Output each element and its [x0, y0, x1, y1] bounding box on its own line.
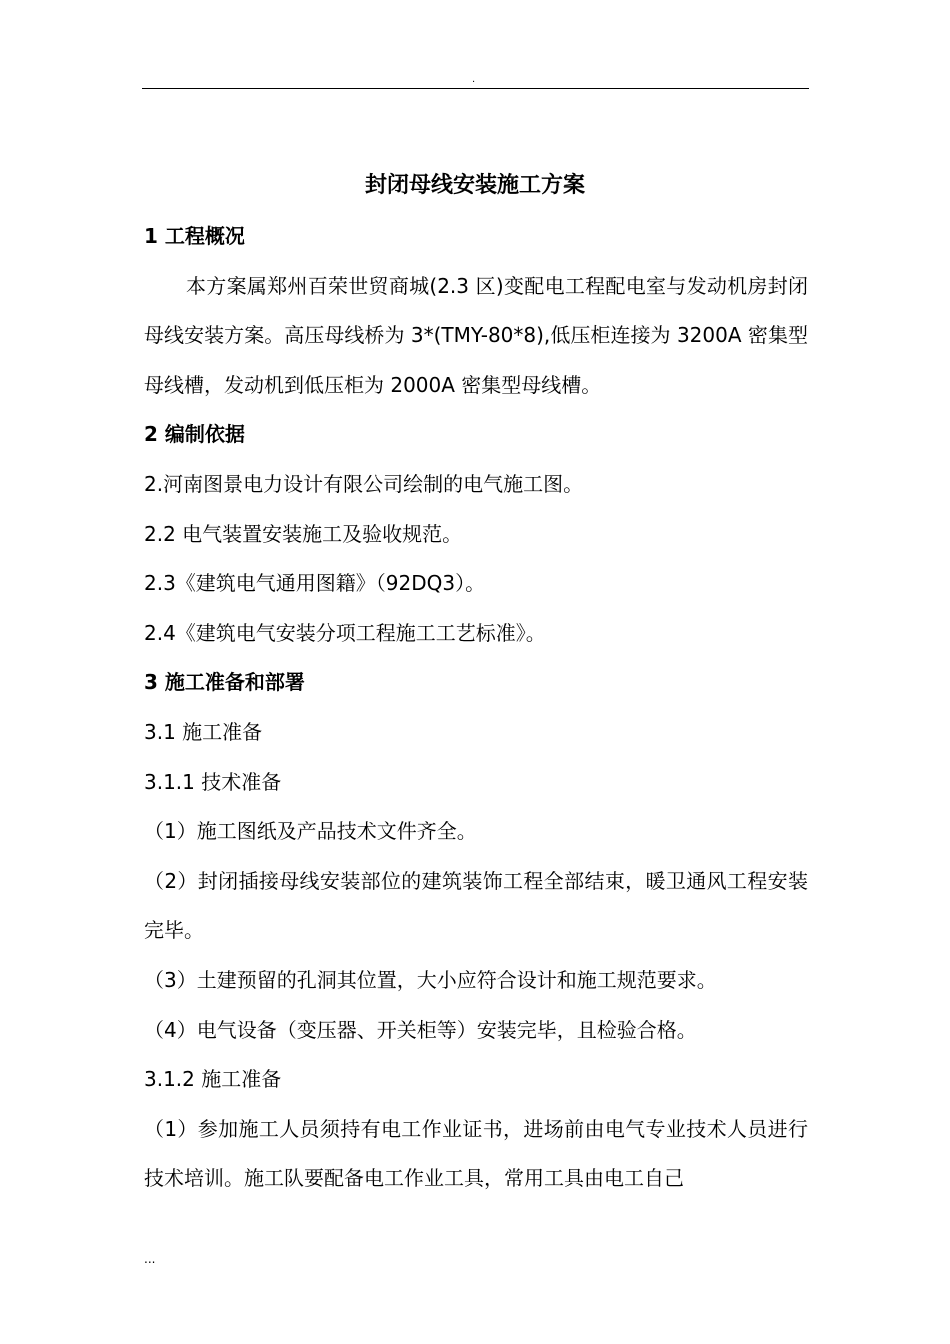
subsection-heading-3-1-2: 3.1.2 施工准备 [144, 1067, 282, 1092]
document-title: 封闭母线安装施工方案 [364, 173, 585, 198]
list-item-basis-3: 2.3《建筑电气通用图籍》（92DQ3）。 [144, 571, 486, 596]
list-item-prep-1: （1）参加施工人员须持有电工作业证书，进场前由电气专业技术人员进行技术培训。施工队要配备电工作业工具，常用工具由电工自己 [144, 1116, 808, 1191]
header-mark: . [472, 74, 476, 85]
subsection-heading-3-1: 3.1 施工准备 [144, 719, 263, 744]
section-heading-2: 2 编制依据 [144, 422, 245, 447]
list-item-basis-1: 2.河南图景电力设计有限公司绘制的电气施工图。 [144, 471, 584, 496]
list-item-tech-1: （1）施工图纸及产品技术文件齐全。 [144, 819, 477, 844]
list-item-basis-4: 2.4《建筑电气安装分项工程施工工艺标准》。 [144, 620, 546, 645]
subsection-heading-3-1-1: 3.1.1 技术准备 [144, 769, 282, 794]
header-rule [142, 88, 809, 89]
paragraph-project-overview: 本方案属郑州百荣世贸商城(2.3 区)变配电工程配电室与发动机房封闭母线安装方案。高压母线桥为 3*(TMY-80*8),低压柜连接为 3200A 密集型母线槽，发动机到低压柜为 2000A 密集型母线槽。 [144, 273, 808, 397]
section-heading-1: 1 工程概况 [144, 224, 245, 248]
list-item-tech-4: （4）电气设备（变压器、开关柜等）安装完毕，且检验合格。 [144, 1017, 697, 1042]
list-item-basis-2: 2.2 电气装置安装施工及验收规范。 [144, 521, 463, 546]
footer-mark: ... [144, 1252, 156, 1266]
list-item-tech-2: （2）封闭插接母线安装部位的建筑装饰工程全部结束，暖卫通风工程安装完毕。 [144, 868, 808, 943]
list-item-tech-3: （3）土建预留的孔洞其位置，大小应符合设计和施工规范要求。 [144, 967, 717, 992]
section-heading-3: 3 施工准备和部署 [144, 670, 305, 695]
document-body [144, 212, 808, 1204]
